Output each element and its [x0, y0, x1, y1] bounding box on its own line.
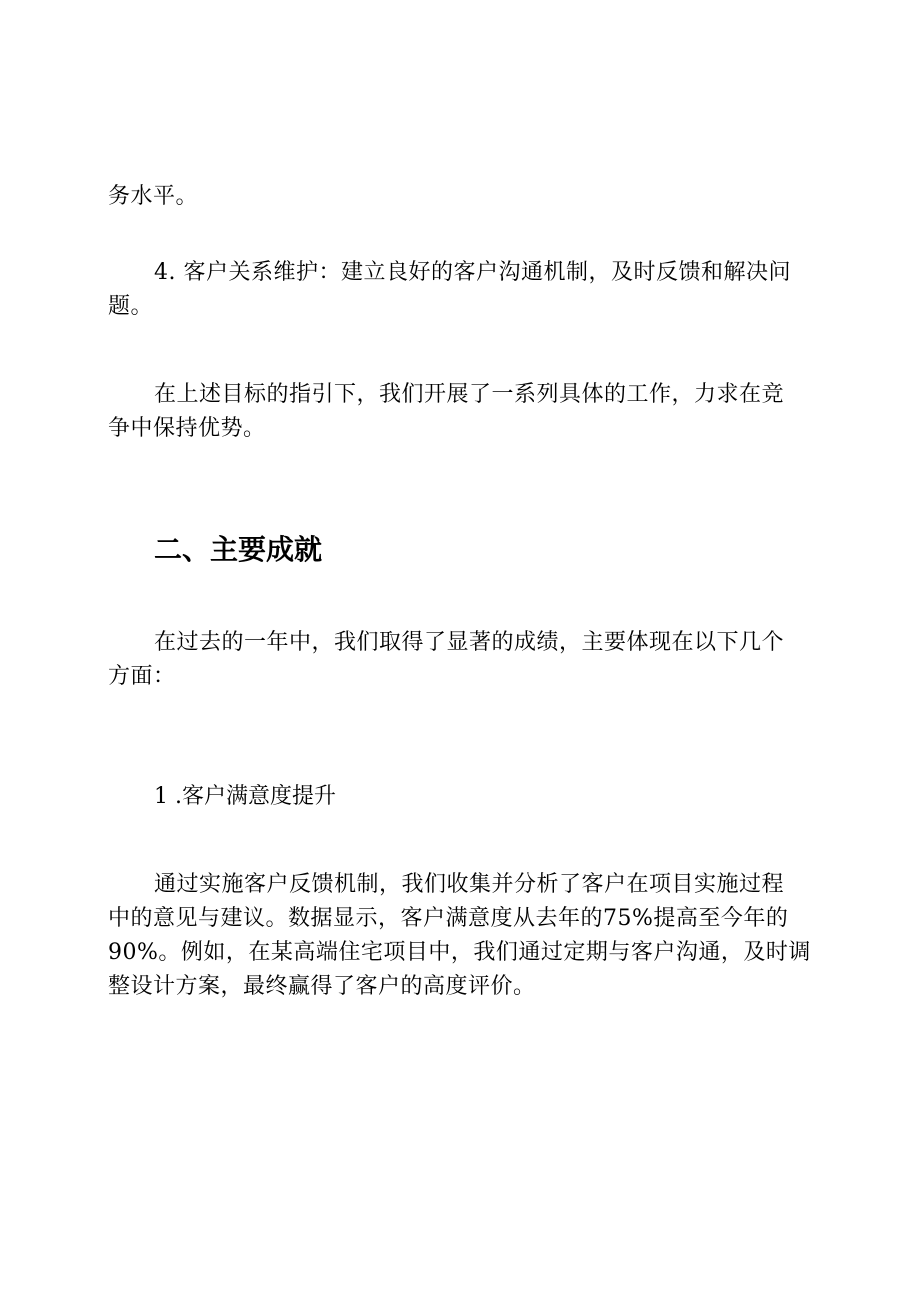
- subsection-heading: 1 .客户满意度提升: [154, 784, 336, 809]
- paragraph-satisfaction-detail: [108, 868, 811, 1004]
- text-line: 题。: [108, 294, 154, 319]
- text-line: 方面：: [108, 664, 176, 689]
- text-line: 务水平。: [108, 184, 199, 209]
- paragraph-goal-guidance: [108, 378, 808, 446]
- text-line: 90%。例如，在某高端住宅项目中，我们通过定期与客户沟通，及时调: [108, 940, 811, 965]
- text-line: 4. 客户关系维护：建立良好的客户沟通机制，及时反馈和解决问: [154, 260, 791, 285]
- text-line: 争中保持优势。: [108, 416, 266, 441]
- paragraph-customer-relations: [108, 256, 808, 324]
- text-line: 在过去的一年中，我们取得了显著的成绩，主要体现在以下几个: [154, 630, 785, 655]
- text-line: 在上述目标的指引下，我们开展了一系列具体的工作，力求在竞: [154, 382, 785, 407]
- paragraph-achievements-intro: [108, 626, 808, 694]
- text-line: 中的意见与建议。数据显示，客户满意度从去年的75%提高至今年的: [108, 906, 789, 931]
- section-heading: 二、主要成就: [154, 533, 323, 566]
- text-line: 整设计方案，最终赢得了客户的高度评价。: [108, 974, 536, 999]
- paragraph-service-level: [108, 180, 808, 214]
- text-line: 通过实施客户反馈机制，我们收集并分析了客户在项目实施过程: [154, 872, 785, 897]
